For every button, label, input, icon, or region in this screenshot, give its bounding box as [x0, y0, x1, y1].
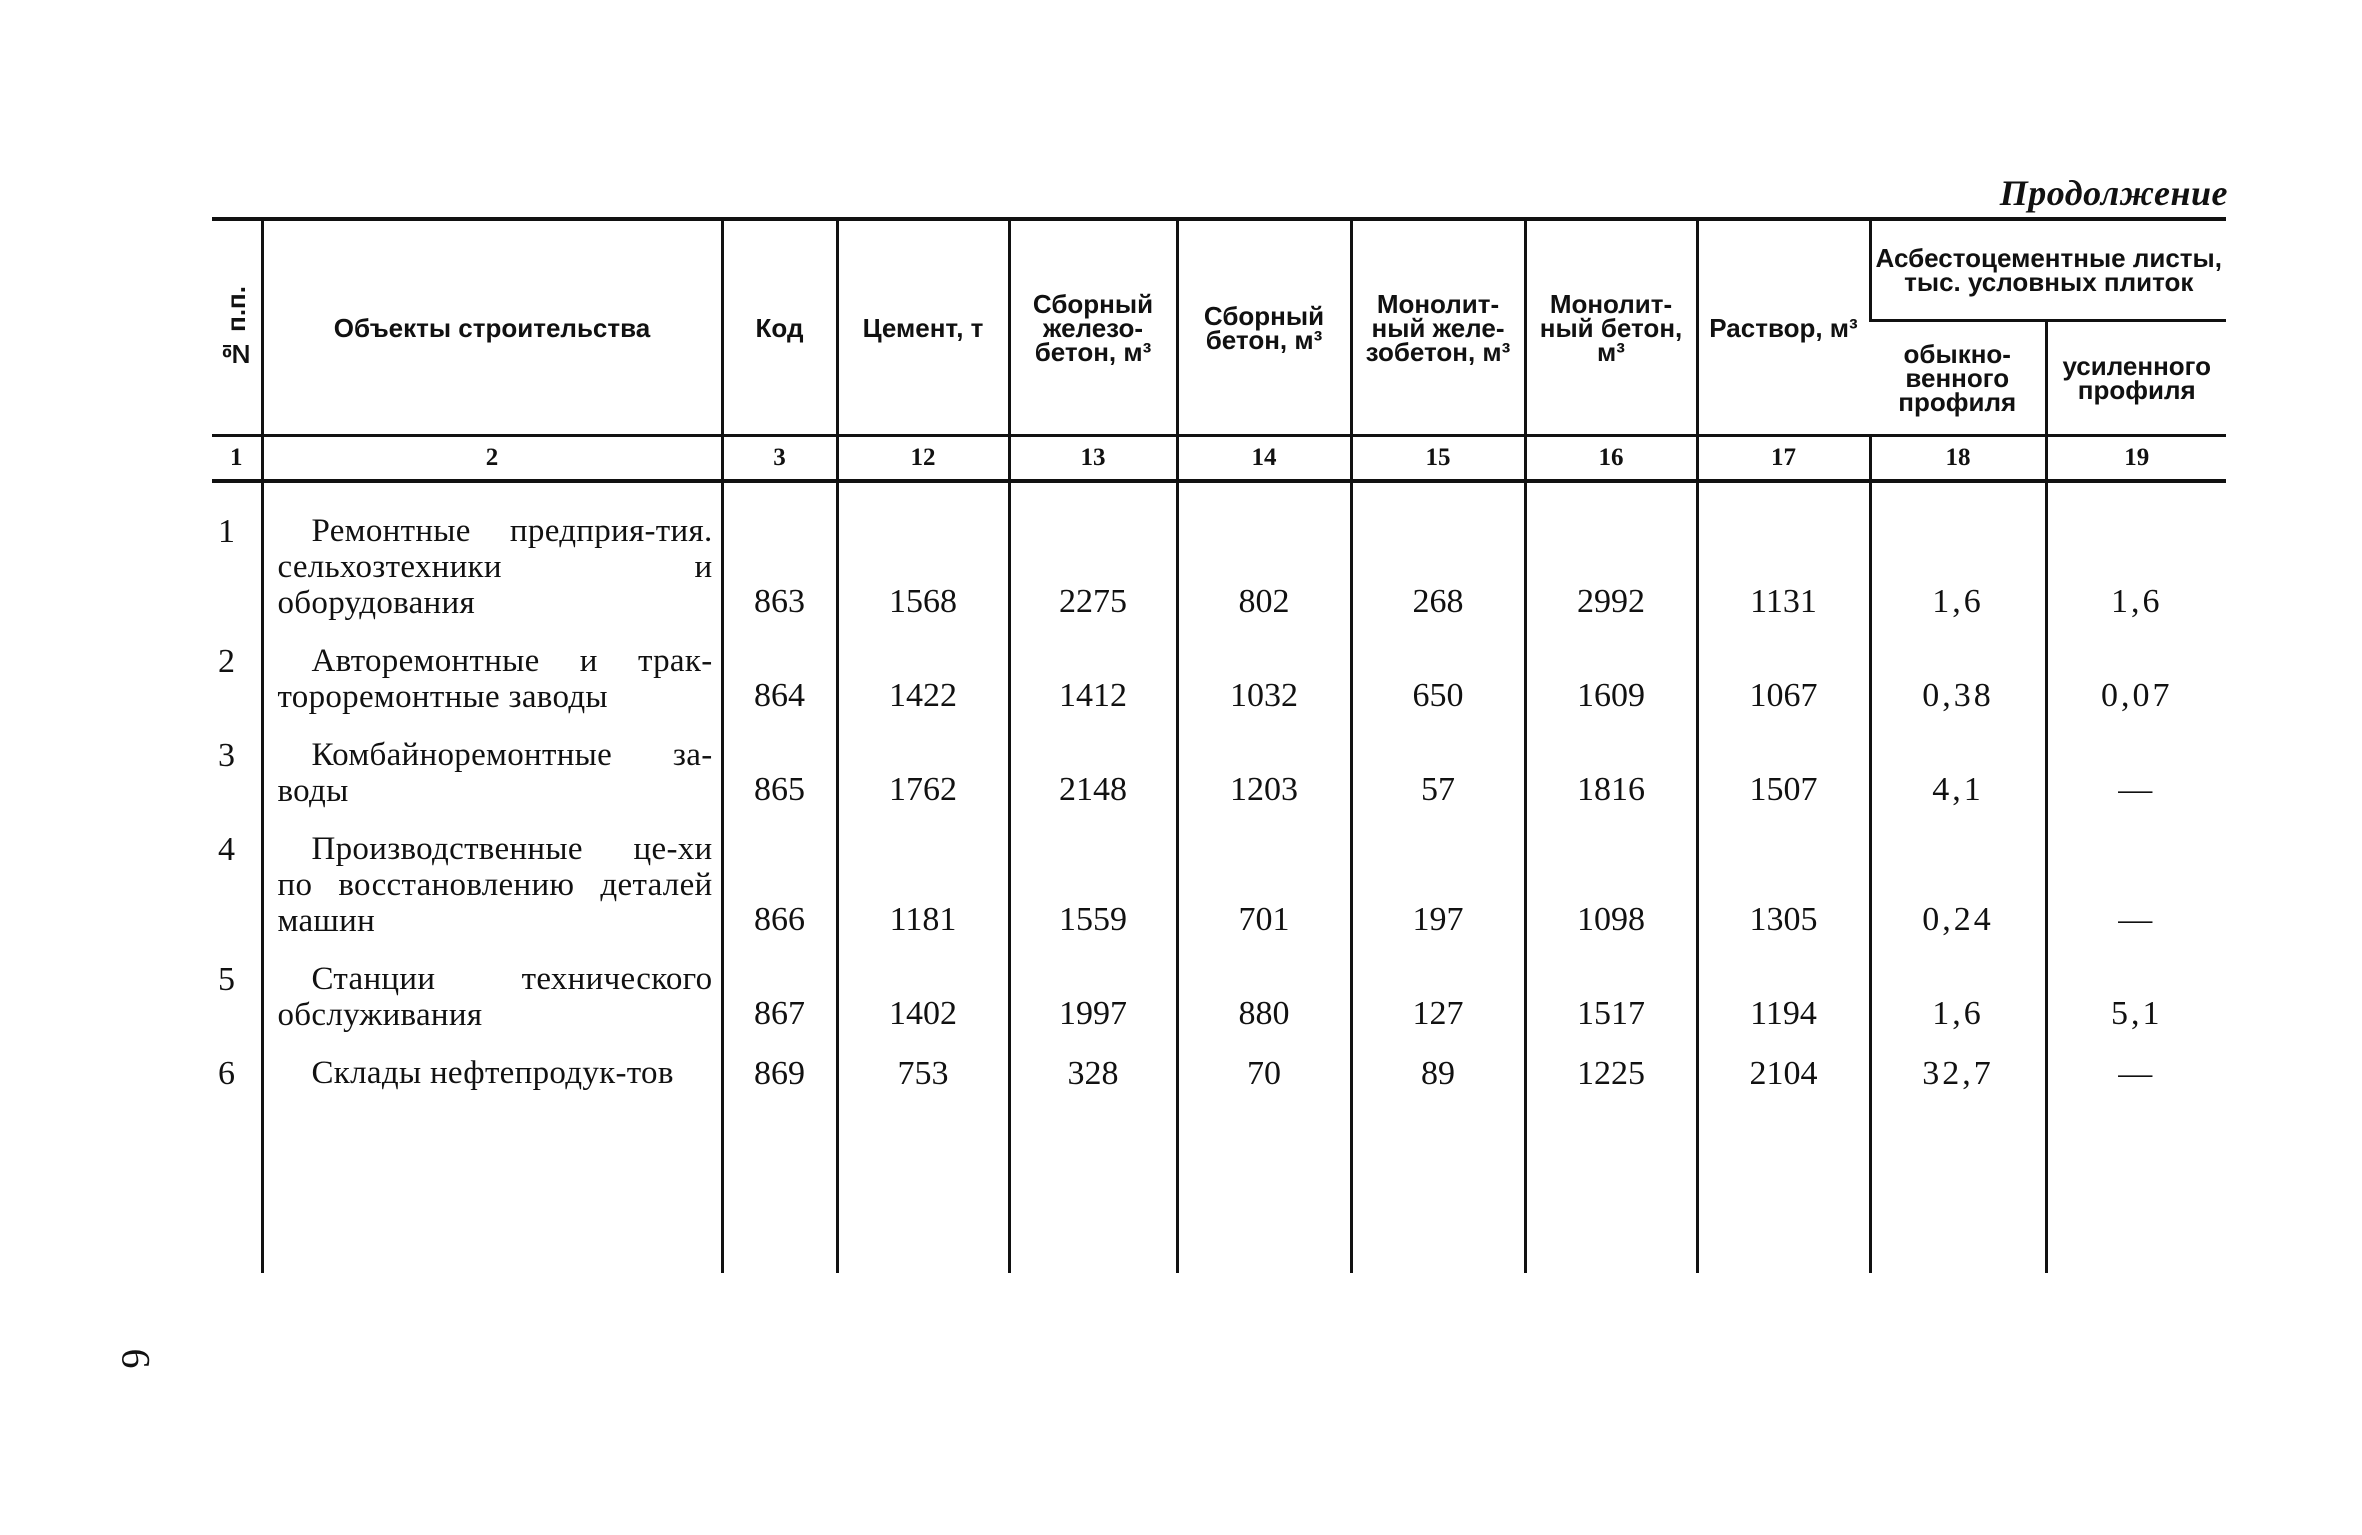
row-number: 1	[218, 513, 235, 550]
header-row	[212, 219, 2226, 321]
cement-cell: 1762	[837, 723, 1009, 817]
header-object: Объекты строительства	[262, 219, 722, 436]
monolithic-concrete-cell: 2992	[1525, 481, 1697, 629]
precast-rc-cell: 1997	[1009, 947, 1177, 1041]
table-body	[212, 481, 2226, 1273]
precast-rc-cell: 328	[1009, 1041, 1177, 1101]
monolithic-rc-cell: 197	[1351, 817, 1525, 947]
precast-concrete-cell: 701	[1177, 817, 1351, 947]
object-name	[262, 817, 722, 947]
column-number: 12	[837, 436, 1009, 482]
monolithic-concrete-cell: 1517	[1525, 947, 1697, 1041]
code-cell: 866	[722, 817, 837, 947]
table-row	[212, 481, 2226, 629]
header-ordinary-profile: обыкно-венного профиля	[1898, 339, 2017, 417]
ordinary-profile-cell: 32,7	[1870, 1041, 2046, 1101]
monolithic-concrete-cell: 1609	[1525, 629, 1697, 723]
object-name-text: Производственные це-хи по восстановлению деталей машин	[277, 831, 713, 939]
cement-cell: 753	[837, 1041, 1009, 1101]
column-number: 1	[212, 436, 262, 482]
header-reinforced-profile: усиленного профиля	[2046, 321, 2226, 436]
cement-cell: 1568	[837, 481, 1009, 629]
continuation-label: Продолжение	[1999, 173, 2228, 213]
table-row	[212, 1041, 2226, 1101]
row-number: 5	[218, 961, 235, 998]
ordinary-profile-cell: 0,24	[1870, 817, 2046, 947]
reinforced-profile-cell: —	[2046, 723, 2226, 817]
precast-concrete-cell: 880	[1177, 947, 1351, 1041]
monolithic-concrete-cell: 1816	[1525, 723, 1697, 817]
ordinary-profile-cell: 0,38	[1870, 629, 2046, 723]
monolithic-concrete-cell: 1225	[1525, 1041, 1697, 1101]
code-cell: 869	[722, 1041, 837, 1101]
header-precast-concrete: Сборный бетон, м³	[1177, 219, 1351, 436]
header-asbestos-group: Асбестоцементные листы, тыс. условных плиток	[1870, 219, 2226, 321]
code-cell: 865	[722, 723, 837, 817]
table-row	[212, 817, 2226, 947]
precast-rc-cell: 2148	[1009, 723, 1177, 817]
monolithic-rc-cell: 127	[1351, 947, 1525, 1041]
row-number: 4	[218, 831, 235, 868]
reinforced-profile-cell: —	[2046, 1041, 2226, 1101]
precast-rc-cell: 2275	[1009, 481, 1177, 629]
object-name-text: Комбайноремонтные за-воды	[277, 737, 713, 809]
table-row	[212, 947, 2226, 1041]
mortar-cell: 1194	[1697, 947, 1870, 1041]
column-number: 13	[1009, 436, 1177, 482]
column-number: 14	[1177, 436, 1351, 482]
header-num-label: № п.п.	[221, 285, 252, 370]
reinforced-profile-cell: 0,07	[2046, 629, 2226, 723]
column-number: 16	[1525, 436, 1697, 482]
column-number: 15	[1351, 436, 1525, 482]
reinforced-profile-cell: 1,6	[2046, 481, 2226, 629]
object-name	[262, 1041, 722, 1101]
header-monolithic-rc: Монолит-ный желе-зобетон, м³	[1351, 219, 1525, 436]
object-name-text: Склады нефтепродук-тов	[311, 1055, 674, 1091]
header-precast-rc: Сборный железо-бетон, м³	[1009, 219, 1177, 436]
table-filler-row	[212, 1101, 2226, 1273]
header-cement: Цемент, т	[837, 219, 1009, 436]
monolithic-rc-cell: 89	[1351, 1041, 1525, 1101]
mortar-cell: 1507	[1697, 723, 1870, 817]
header-code: Код	[722, 219, 837, 436]
mortar-cell: 2104	[1697, 1041, 1870, 1101]
column-number: 17	[1697, 436, 1870, 482]
object-name-text: Ремонтные предприя-тия. сельхозтехники и оборудования	[277, 513, 713, 621]
materials-table	[212, 217, 2226, 1273]
cement-cell: 1181	[837, 817, 1009, 947]
code-cell: 864	[722, 629, 837, 723]
cement-cell: 1422	[837, 629, 1009, 723]
monolithic-rc-cell: 57	[1351, 723, 1525, 817]
row-number: 6	[218, 1055, 235, 1092]
mortar-cell: 1305	[1697, 817, 1870, 947]
ordinary-profile-cell: 4,1	[1870, 723, 2046, 817]
reinforced-profile-cell: —	[2046, 817, 2226, 947]
precast-concrete-cell: 802	[1177, 481, 1351, 629]
header-mortar: Раствор, м³	[1697, 219, 1870, 436]
code-cell: 867	[722, 947, 837, 1041]
mortar-cell: 1067	[1697, 629, 1870, 723]
ordinary-profile-cell: 1,6	[1870, 481, 2046, 629]
column-number: 19	[2046, 436, 2226, 482]
ordinary-profile-cell: 1,6	[1870, 947, 2046, 1041]
column-number: 18	[1870, 436, 2046, 482]
object-name-text: Станции технического обслуживания	[277, 961, 713, 1033]
code-cell: 863	[722, 481, 837, 629]
page-number: 6	[113, 1348, 159, 1369]
object-name	[262, 629, 722, 723]
reinforced-profile-cell: 5,1	[2046, 947, 2226, 1041]
cement-cell: 1402	[837, 947, 1009, 1041]
table-row	[212, 723, 2226, 817]
monolithic-concrete-cell: 1098	[1525, 817, 1697, 947]
row-number: 3	[218, 737, 235, 774]
precast-concrete-cell: 1203	[1177, 723, 1351, 817]
column-number-row	[212, 436, 2226, 482]
row-number: 2	[218, 643, 235, 680]
object-name-text: Авторемонтные и трак-тороремонтные заводы	[277, 643, 713, 715]
precast-concrete-cell: 1032	[1177, 629, 1351, 723]
column-number: 3	[722, 436, 837, 482]
precast-rc-cell: 1559	[1009, 817, 1177, 947]
precast-concrete-cell: 70	[1177, 1041, 1351, 1101]
mortar-cell: 1131	[1697, 481, 1870, 629]
table-header	[212, 219, 2226, 481]
header-monolithic-concrete: Монолит-ный бетон, м³	[1525, 219, 1697, 436]
column-number: 2	[262, 436, 722, 482]
object-name	[262, 947, 722, 1041]
table-row	[212, 629, 2226, 723]
monolithic-rc-cell: 268	[1351, 481, 1525, 629]
header-num	[212, 219, 262, 436]
object-name	[262, 481, 722, 629]
precast-rc-cell: 1412	[1009, 629, 1177, 723]
monolithic-rc-cell: 650	[1351, 629, 1525, 723]
object-name	[262, 723, 722, 817]
